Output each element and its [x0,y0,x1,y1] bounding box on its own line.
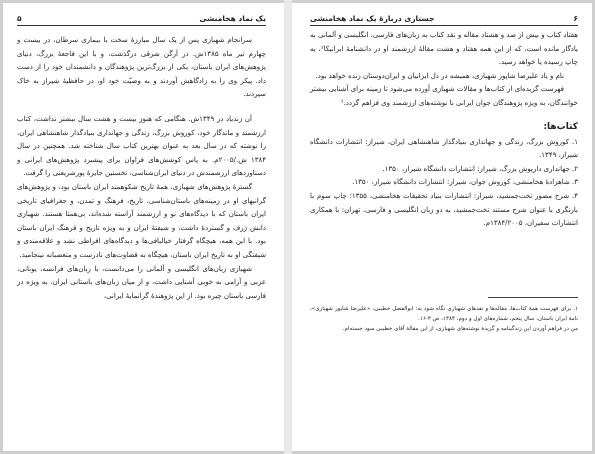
body-text [17,34,266,303]
page-number: ۵ [17,14,22,23]
page-number: ۶ [573,14,578,23]
book-item: ۳. شاهزادهٔ هخامنشی، کوروش جوان، شیراز: انتشارات دانشگاه شیراز، ۱۳۵۰. [352,178,578,187]
footnote: ۱. برای فهرست همهٔ کتاب‌ها، مقاله‌ها و نقدهای شهبازی نگاه شود به: ابوالفضل خطیبی، «علیرضا شاپور شهبازی»، نامهٔ ایران باستان، سال پنجم، شماره‌های اول و دوم، ۱۳۸۴، ص ۳-۱۶. [310,305,578,322]
book-item: ۲. جهانداری داریوش بزرگ، شیراز: انتشارات دانشگاه شیراز، ۱۳۵۰. [382,164,578,173]
left-page [3,3,284,451]
right-page [292,3,592,451]
footnote-divider [488,297,578,298]
footnotes [310,304,578,334]
running-title: یک نماد هخامنشی [199,14,266,23]
footnote: من در فراهم آوردن این زندگینامه و گزیدهٔ نوشته‌های شهبازی، از این مقالهٔ آقای خطیبی سود جسته‌ام. [342,325,578,332]
book-item: ۴. شرح مصور تخت‌جمشید، شیراز: انتشارات بنیاد تحقیقات هخامنشی، ۱۳۵۵؛ چاپ سوم با بازنگری با عنوان شرح مستند تخت‌جمشید، به دو زبان انگلیسی و فارسی، تهران: با همکاری انتشارات سفیران، ۱۳۸۴/۲۰۰۵م. [310,191,578,228]
book-list [310,136,578,231]
running-title: جستاری دربارهٔ یک نماد هخامنشی [310,14,435,23]
page-header [310,3,578,26]
paragraph: فهرست گزیده‌ای از کتاب‌ها و مقالات شهبازی آورده می‌شود تا زمینه برای آشنایی بیشتر خوانندگان، به ویژه پژوهندگان جوان ایرانی با نوشته‌های ارزشمند وی فراهم گردد.¹ [310,85,578,107]
body-text [310,29,578,111]
book-spine [284,0,292,454]
paragraph: نام و یاد علیرضا شاپور شهبازی، همیشه در دل ایرانیان و ایران‌دوستان زنده خواهد بود. [315,71,564,80]
book-item: ۱. کوروش بزرگ، زندگی و جهانداری بنیادگذار شاهنشاهی ایران، شیراز: انتشارات دانشگاه شیراز، ۱۳۴۹. [310,137,578,160]
paragraph: هفتاد کتاب و بیش از صد و هشتاد مقاله و نقد کتاب به زبان‌های فارسی، انگلیسی و آلمانی به یادگار مانده است، که از این همه هفتاد و هشت مقالهٔ ارزشمند او در دانشنامهٔ ایرانیکا¹، به چاپ رسیده یا خواهد رسید. [310,31,578,67]
paragraph: شهبازی زبان‌های انگلیسی و آلمانی را می‌دانست، با زبان‌های فرانسه، یونانی، عربی و آرامی به خوبی آشنایی داشت، و از میان زبان‌های باستانی ایران، به ویژه در فارسی باستان چیره بود. از این پژوهندهٔ گرانمایهٔ ایرانی، [17,264,266,300]
paragraph: آن زندیاد در ۱۳۴۹ش. هنگامی که هنوز بیست و هشت سال بیشتر نداشت، کتاب ارزشمند و ماندگار خود، کوروش بزرگ، زندگی و جهانداری بنیادگذار شاهنشاهی ایران، را نوشته که در سال بعد به عنوان بهترین کتاب سال شناخته شد. همچنین در سال ۱۳۸۴ ش./۲۰۰۵م. به پاس کوشش‌های فراوان برای پیشبرد پژوهش‌های ایرانی و دستاوردهای ارزشمندش در دنیای ایران‌شناسی، نخستین جایزهٔ پورشریعتی را گرفت. [17,114,266,178]
paragraph: سرانجام شهبازی پس از یک سال مبارزهٔ سخت با بیماری سرطان، در بیست و چهارم تیر ماه ۱۳۸۵ش. در آرگن شرقی درگذشت، و با این فاجعهٔ بزرگ، دنیای پژوهش‌های ایران باستان، یکی از بزرگ‌ترین پژوهندگان و دانشمندان خود را از دست داد. پیکر وی را به زادگاهش آوردند و به وصیّت خود او، در حافظیهٔ شیراز به خاک سپردند. [17,36,266,99]
page-header [17,3,266,26]
paragraph: گسترهٔ پژوهش‌های شهبازی، همهٔ تاریخ شکوهمند ایران باستان بود، و پژوهش‌های گرانبهای او در زمینه‌های باستان‌شناسی، تاریخ، فرهنگ و تمدن، و جغرافیای تاریخی ایران باستان که با دیدگاه‌های نو و ارزشمند آراسته شده‌اند، بی‌همتا هستند. شهبازی دانش ژرف و گستردهٔ داشت، و شیفتهٔ ایران و به ویژه تاریخ و فرهنگ ایران باستان بود. با این همه، هیچگاه گرفتار خیالبافی‌ها و دیدگاه‌های افراطی نشد و علاقه‌مندی و شیفتگی او به تاریخ ایران باستان، هیچگاه به قضاوت‌های نادرست و متعصبانه نینجامید. [17,182,266,259]
section-title: کتاب‌ها: [543,121,578,132]
